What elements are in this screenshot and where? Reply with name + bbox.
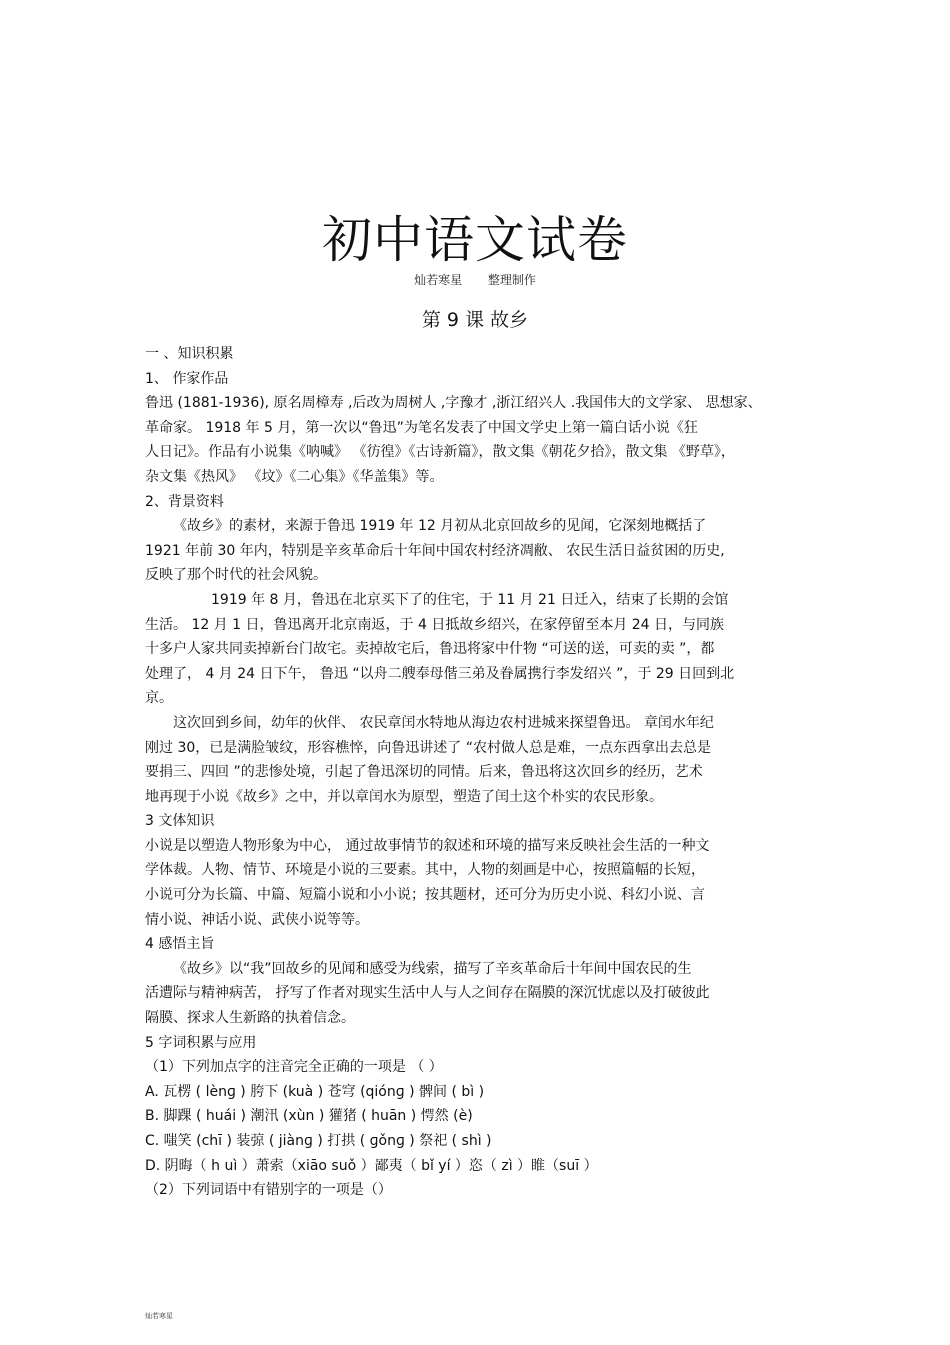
paragraph-line: 情小说、神话小说、武侠小说等等。 bbox=[145, 911, 369, 928]
subsection-heading: 1、 作家作品 bbox=[145, 370, 229, 387]
section-heading: 一 、知识积累 bbox=[145, 346, 234, 362]
question-line: （2）下列词语中有错别字的一项是（） bbox=[145, 1182, 392, 1199]
paragraph-line: 小说是以塑造人物形象为中心， 通过故事情节的叙述和环境的描写来反映社会生活的一种文 bbox=[145, 837, 710, 854]
paragraph-line: 地再现于小说《故乡》之中，并以章闰水为原型，塑造了闰土这个朴实的农民形象。 bbox=[145, 788, 663, 805]
paragraph-line: 学体裁。人物、情节、环境是小说的三要素。其中，人物的刻画是中心，按照篇幅的长短， bbox=[145, 862, 705, 879]
paragraph-line: 这次回到乡间，幼年的伙伴、 农民章闰水特地从海边农村进城来探望鲁迅。 章闰水年纪 bbox=[173, 714, 714, 731]
paragraph-line: 小说可分为长篇、中篇、短篇小说和小小说；按其题材，还可分为历史小说、科幻小说、言 bbox=[145, 887, 705, 904]
option-a: A. 瓦楞 ( lènɡ ) 胯下 (kuà ) 苍穹 (qiónɡ ) 髀间 ( bì ) bbox=[145, 1083, 485, 1100]
subsection-heading: 3 文体知识 bbox=[145, 813, 215, 830]
subsection-heading: 5 字词积累与应用 bbox=[145, 1034, 257, 1051]
paragraph-line: 隔膜、探求人生新路的执着信念。 bbox=[145, 1010, 355, 1027]
option-d: D. 阴晦（ h uì ）萧索（xiāo suǒ ）鄙夷（ bǐ yí ）恣（ zì ）睢（suī ） bbox=[145, 1157, 598, 1174]
credit-text: 整理制作 bbox=[487, 273, 536, 287]
paragraph-line: 鲁迅 (1881-1936), 原名周樟寿 ,后改为周树人 ,字豫才 ,浙江绍兴人 .我国伟大的文学家、 思想家、 bbox=[145, 395, 762, 412]
paragraph-line: 《故乡》的素材，来源于鲁迅 1919 年 12 月初从北京回故乡的见闻，它深刻地概括了 bbox=[173, 518, 707, 535]
subsection-heading: 4 感悟主旨 bbox=[145, 936, 215, 953]
paragraph-line: 京。 bbox=[145, 690, 173, 707]
option-c: C. 嗤笑 (chī ) 装弶 ( jiànɡ ) 打拱 ( ɡǒnɡ ) 祭祀 ( shì ) bbox=[145, 1133, 492, 1149]
page-title: 初中语文试卷 bbox=[322, 211, 628, 269]
page-footer: 灿若寒星 bbox=[145, 1312, 173, 1320]
paragraph-line: 杂文集《热风》 《坟》《二心集》《华盖集》等。 bbox=[145, 468, 444, 485]
paragraph-line: 《故乡》以“我”回故乡的见闻和感受为线索，描写了辛亥革命后十年间中国农民的生 bbox=[173, 960, 692, 977]
lesson-heading: 第 9 课 故乡 bbox=[421, 309, 529, 331]
paragraph-line: 活遭际与精神病苦， 抒写了作者对现实生活中人与人之间存在隔膜的深沉忧虑以及打破彼此 bbox=[145, 985, 710, 1002]
paragraph-line: 1919 年 8 月，鲁迅在北京买下了的住宅，于 11 月 21 日迁入，结束了长期的会馆 bbox=[211, 591, 729, 608]
question-line: （1）下列加点字的注音完全正确的一项是 （ ） bbox=[145, 1059, 443, 1076]
page-subtitle bbox=[0, 271, 950, 288]
paragraph-line: 革命家。 1918 年 5 月，第一次以“鲁迅”为笔名发表了中国文学史上第一篇白话小说《狂 bbox=[145, 419, 698, 436]
paragraph-line: 1921 年前 30 年内，特别是辛亥革命后十年间中国农村经济凋敝、 农民生活日益贫困的历史, bbox=[145, 542, 725, 559]
paragraph-line: 处理了， 4 月 24 日下午， 鲁迅 “以舟二艘奉母偕三弟及眷属携行李发绍兴 ”，于 29 日回到北 bbox=[145, 665, 735, 682]
paragraph-line: 刚过 30，已是满脸皱纹，形容樵悴，向鲁迅讲述了 “农村做人总是难，一点东西拿出去总是 bbox=[145, 739, 711, 756]
paragraph-line: 人日记》。作品有小说集《呐喊》 《彷徨》《古诗新篇》，散文集《朝花夕拾》，散文集 《野草》， bbox=[145, 444, 735, 461]
paragraph-line: 要捐三、四回 ”的悲惨处境，引起了鲁迅深切的同情。后来，鲁迅将这次回乡的经历，艺术 bbox=[145, 764, 703, 781]
subsection-heading: 2、背景资料 bbox=[145, 493, 224, 510]
paragraph-line: 十多户人家共同卖掉新台门故宅。卖掉故宅后，鲁迅将家中什物 “可送的送，可卖的卖 ”，都 bbox=[145, 641, 715, 658]
option-b: B. 脚踝 ( huái ) 潮汛 (xùn ) 獾猪 ( huān ) 愕然 (è) bbox=[145, 1108, 473, 1125]
document-body bbox=[145, 342, 815, 1203]
paragraph-line: 反映了那个时代的社会风貌。 bbox=[145, 567, 327, 584]
paragraph-line: 生活。 12 月 1 日，鲁迅离开北京南返，于 4 日抵故乡绍兴，在家停留至本月 24 日，与同族 bbox=[145, 616, 725, 633]
author-name: 灿若寒星 bbox=[414, 273, 463, 287]
